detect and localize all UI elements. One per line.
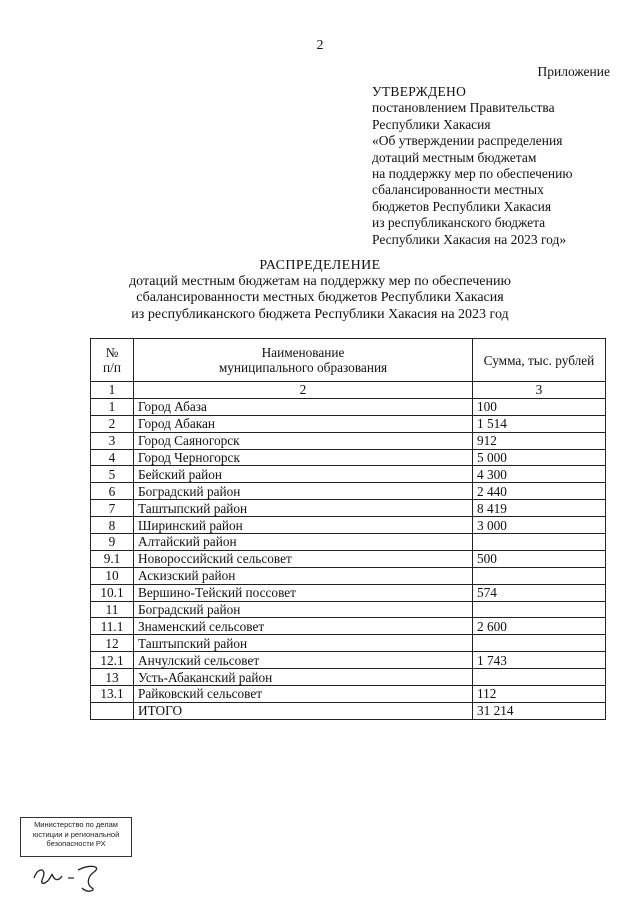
- approval-line: Республики Хакасия: [372, 116, 491, 132]
- index-cell: 1: [91, 382, 134, 399]
- row-name-cell: Боградский район: [134, 601, 473, 618]
- approval-line: сбалансированности местных: [372, 182, 544, 198]
- total-sum-cell: 31 214: [473, 702, 606, 719]
- table-row: [91, 415, 606, 432]
- row-number-cell: 9: [91, 534, 134, 551]
- header-number: [91, 339, 134, 382]
- row-number-cell: 7: [91, 500, 134, 517]
- row-sum-cell: [473, 669, 606, 686]
- row-number-cell: 11: [91, 601, 134, 618]
- row-number-cell: 3: [91, 432, 134, 449]
- row-name-cell: Вершино-Тейский поссовет: [134, 584, 473, 601]
- table-row: [91, 500, 606, 517]
- row-name-cell: Бейский район: [134, 466, 473, 483]
- signature-icon: [28, 856, 118, 896]
- header-name: [134, 339, 473, 382]
- row-sum-cell: 3 000: [473, 517, 606, 534]
- table-row: [91, 601, 606, 618]
- table-row: [91, 483, 606, 500]
- row-sum-cell: 1 514: [473, 415, 606, 432]
- row-sum-cell: 912: [473, 432, 606, 449]
- row-number-cell: 13: [91, 669, 134, 686]
- approval-line: бюджетов Республики Хакасия: [372, 198, 552, 214]
- table-row: [91, 686, 606, 703]
- row-name-cell: Город Абакан: [134, 415, 473, 432]
- row-number-cell: 6: [91, 483, 134, 500]
- row-name-cell: Анчулский сельсовет: [134, 652, 473, 669]
- row-number-cell: 12.1: [91, 652, 134, 669]
- table-header-row: [91, 339, 606, 382]
- row-number-cell: 8: [91, 517, 134, 534]
- table-row: [91, 618, 606, 635]
- row-number-cell: 1: [91, 398, 134, 415]
- table-row: [91, 567, 606, 584]
- table-row: [91, 398, 606, 415]
- header-number-line1: №: [105, 345, 119, 360]
- row-number-cell: 4: [91, 449, 134, 466]
- table-row: [91, 635, 606, 652]
- row-number-cell: 9.1: [91, 550, 134, 567]
- row-number-cell: 5: [91, 466, 134, 483]
- table-row: [91, 669, 606, 686]
- approval-block: [372, 84, 572, 248]
- row-sum-cell: [473, 567, 606, 584]
- appendix-label: Приложение: [537, 64, 610, 79]
- row-sum-cell: 500: [473, 550, 606, 567]
- row-sum-cell: 2 600: [473, 618, 606, 635]
- row-name-cell: Новороссийский сельсовет: [134, 550, 473, 567]
- page-number: 2: [316, 38, 324, 53]
- table-row: [91, 449, 606, 466]
- approval-line: на поддержку мер по обеспечению: [372, 166, 573, 182]
- row-sum-cell: 100: [473, 398, 606, 415]
- table-row: [91, 584, 606, 601]
- approval-line: Республики Хакасия на 2023 год»: [372, 231, 567, 247]
- row-name-cell: Аскизский район: [134, 567, 473, 584]
- total-number-cell: [91, 702, 134, 719]
- table-row: [91, 517, 606, 534]
- row-name-cell: Усть-Абаканский район: [134, 669, 473, 686]
- distribution-table: [90, 338, 606, 720]
- approval-line: из республиканского бюджета: [372, 215, 546, 231]
- table-row: [91, 652, 606, 669]
- total-label-cell: ИТОГО: [134, 702, 473, 719]
- row-number-cell: 12: [91, 635, 134, 652]
- document-title: [0, 258, 640, 323]
- row-sum-cell: 574: [473, 584, 606, 601]
- approval-line: постановлением Правительства: [372, 100, 555, 116]
- row-sum-cell: 4 300: [473, 466, 606, 483]
- approval-line: «Об утверждении распределения: [372, 133, 563, 149]
- registration-stamp: [20, 817, 132, 857]
- row-name-cell: Ширинский район: [134, 517, 473, 534]
- approval-line: дотаций местным бюджетам: [372, 149, 537, 165]
- index-cell: 3: [473, 382, 606, 399]
- stamp-line: юстиции и региональной: [32, 829, 120, 839]
- index-cell: 2: [134, 382, 473, 399]
- row-name-cell: Город Саяногорск: [134, 432, 473, 449]
- row-name-cell: Город Абаза: [134, 398, 473, 415]
- row-number-cell: 2: [91, 415, 134, 432]
- row-sum-cell: 112: [473, 686, 606, 703]
- row-sum-cell: 2 440: [473, 483, 606, 500]
- stamp-line: безопасности РХ: [46, 839, 106, 848]
- title-heading: РАСПРЕДЕЛЕНИЕ: [259, 258, 381, 273]
- approval-heading: УТВЕРЖДЕНО: [372, 84, 467, 99]
- row-name-cell: Алтайский район: [134, 534, 473, 551]
- table-row: [91, 432, 606, 449]
- row-name-cell: Знаменский сельсовет: [134, 618, 473, 635]
- row-name-cell: Райковский сельсовет: [134, 686, 473, 703]
- title-line: из республиканского бюджета Республики Хакасия на 2023 год: [131, 306, 509, 322]
- row-number-cell: 10: [91, 567, 134, 584]
- header-name-line2: муниципального образования: [218, 360, 388, 375]
- table-row: [91, 550, 606, 567]
- column-index-row: [91, 382, 606, 399]
- total-row: [91, 702, 606, 719]
- row-sum-cell: [473, 601, 606, 618]
- row-sum-cell: [473, 534, 606, 551]
- row-sum-cell: 8 419: [473, 500, 606, 517]
- row-name-cell: Таштыпский район: [134, 635, 473, 652]
- row-number-cell: 13.1: [91, 686, 134, 703]
- row-name-cell: Город Черногорск: [134, 449, 473, 466]
- row-sum-cell: 5 000: [473, 449, 606, 466]
- row-sum-cell: [473, 635, 606, 652]
- header-name-line1: Наименование: [261, 345, 345, 360]
- row-name-cell: Боградский район: [134, 483, 473, 500]
- stamp-line: Министерство по делам: [34, 820, 118, 829]
- row-sum-cell: 1 743: [473, 652, 606, 669]
- row-number-cell: 11.1: [91, 618, 134, 635]
- row-name-cell: Таштыпский район: [134, 500, 473, 517]
- header-number-line2: п/п: [103, 360, 121, 375]
- title-line: дотаций местным бюджетам на поддержку мер по обеспечению: [129, 274, 511, 290]
- table-row: [91, 534, 606, 551]
- title-line: сбалансированности местных бюджетов Республики Хакасия: [136, 290, 504, 306]
- header-sum: Сумма, тыс. рублей: [473, 339, 606, 382]
- row-number-cell: 10.1: [91, 584, 134, 601]
- table-row: [91, 466, 606, 483]
